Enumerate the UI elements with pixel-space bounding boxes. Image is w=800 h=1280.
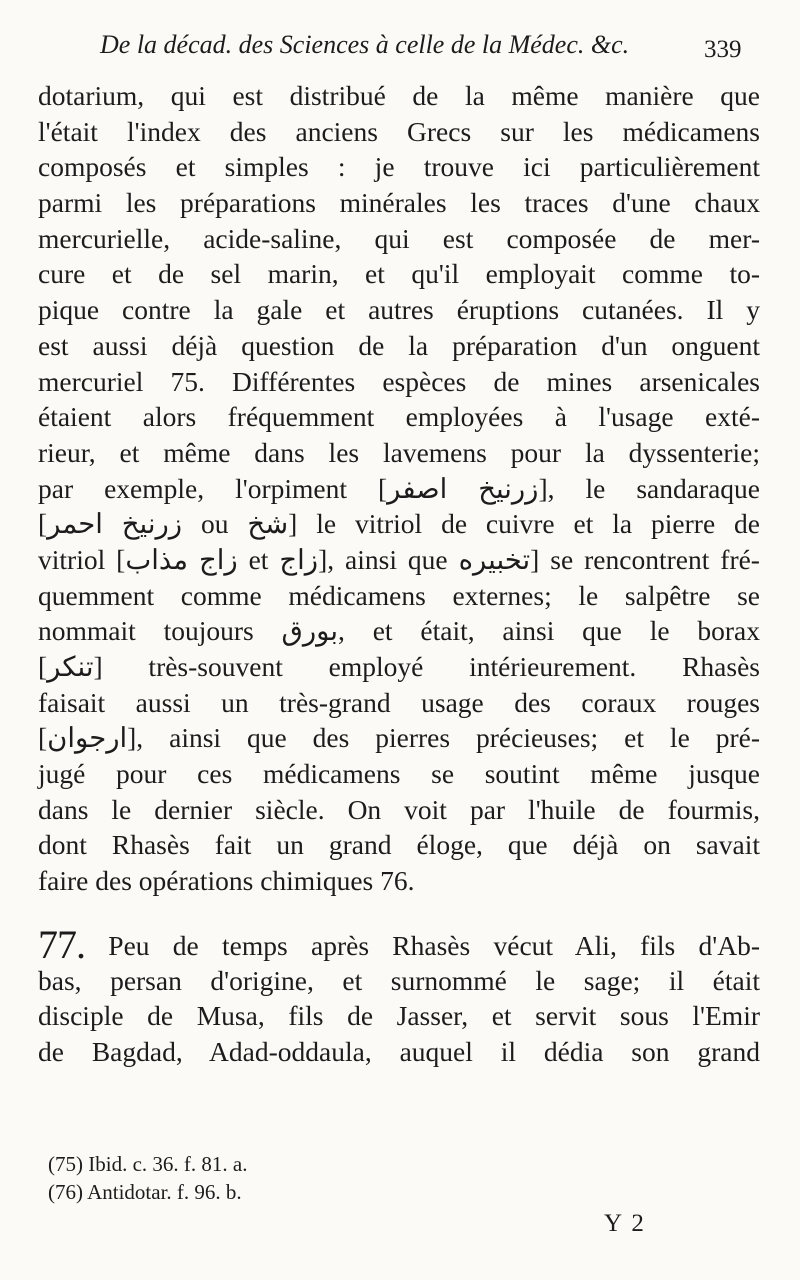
text-line: jugé pour ces médicamens se soutint même jusque [38,758,760,790]
text-line: est aussi déjà question de la préparation d'un onguent [38,329,760,361]
text-line: rieur, et même dans les lavemens pour la dyssenterie; [38,436,760,468]
footnote-75: (75) Ibid. c. 36. f. 81. a. [48,1152,248,1176]
text-line: cure et de sel marin, et qu'il employait comme to- [38,258,760,290]
text-line: vitriol [زاج مذاب et زاج], ainsi que تخبيره] se rencontrent fré- [38,543,760,575]
text-line: dont Rhasès fait un grand éloge, que déjà on savait [38,829,760,861]
text-line: disciple de Musa, fils de Jasser, et servit sous l'Emir [38,1000,760,1032]
text-line: [تنكر] très-souvent employé intérieurement. Rhasès [38,651,760,682]
body-text [38,78,760,1070]
text-line: mercurielle, acide-saline, qui est composée de mer- [38,222,760,254]
text-line: composés et simples : je trouve ici particulièrement [38,151,760,183]
text-fragment: Peu de temps après Rhasès vécut Ali, fils d'Ab- [108,929,760,961]
text-line: [ارجوان], ainsi que des pierres précieuses; et le pré- [38,722,760,754]
running-header [100,30,760,60]
section-number: 77. [38,921,85,967]
text-line: nommait toujours بورق, et était, ainsi que le borax [38,615,760,647]
running-title: De la décad. des Sciences à celle de la Médec. &c. [100,30,630,59]
text-line: bas, persan d'origine, et surnommé le sage; il était [38,964,760,996]
text-line: quemment comme médicamens externes; le salpêtre se [38,579,760,611]
text-line: mercuriel 75. Différentes espèces de mines arsenicales [38,365,760,397]
page-number: 339 [704,36,742,63]
paragraph-77-first-line [38,921,760,967]
text-line: étaient alors fréquemment employées à l'usage exté- [38,401,760,433]
text-line: dotarium, qui est distribué de la même manière que [38,80,760,111]
text-line: de Bagdad, Adad-oddaula, auquel il dédia son grand [38,1035,760,1067]
footnotes [48,1150,748,1206]
text-line: par exemple, l'orpiment [زرنيخ اصفر], le sandaraque [38,472,760,504]
text-line: dans le dernier siècle. On voit par l'huile de fourmis, [38,793,760,825]
text-line: pique contre la gale et autres éruptions cutanées. Il y [38,294,760,326]
footnote-76: (76) Antidotar. f. 96. b. [48,1180,242,1204]
text-line: l'était l'index des anciens Grecs sur les médicamens [38,115,760,147]
text-line: parmi les préparations minérales les traces d'une chaux [38,187,760,219]
signature-mark: Y 2 [604,1210,646,1237]
text-line: faire des opérations chimiques 76. [38,865,415,897]
text-line: [زرنيخ احمر ou شخ] le vitriol de cuivre et la pierre de [38,508,761,540]
text-line: faisait aussi un très-grand usage des coraux rouges [38,686,760,718]
